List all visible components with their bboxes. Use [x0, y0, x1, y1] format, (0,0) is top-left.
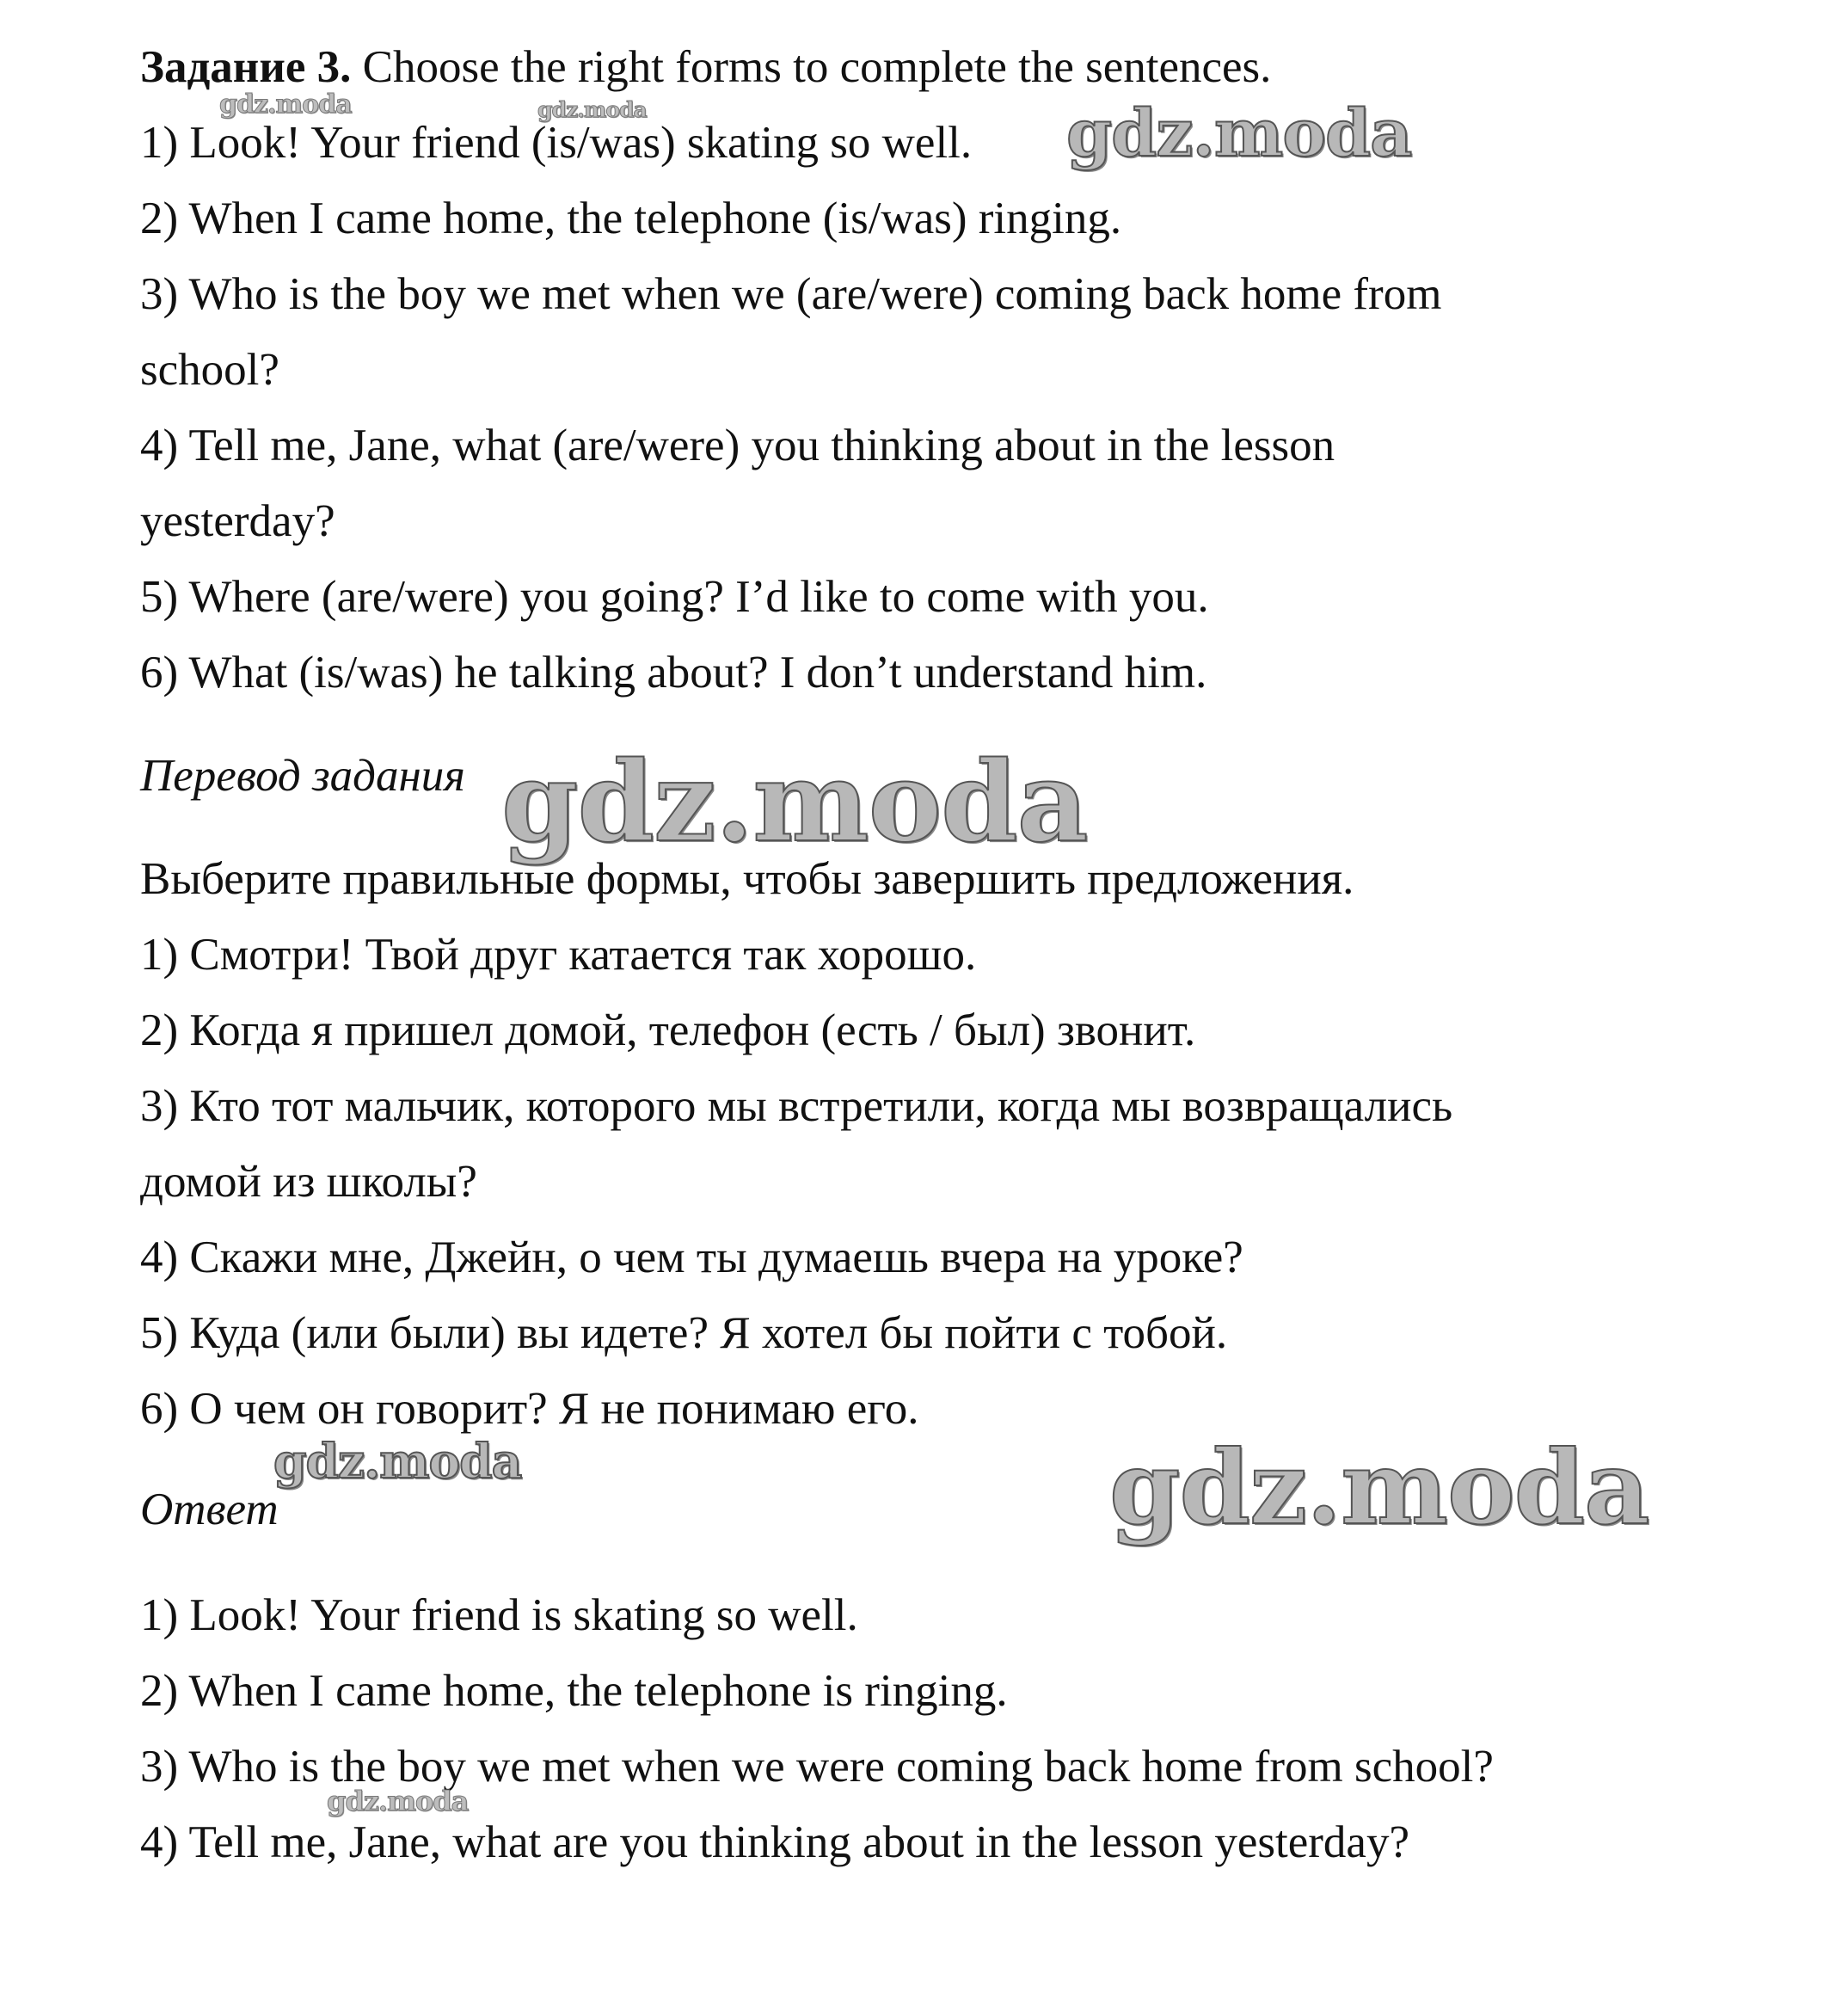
translation-sentence: 2) Когда я пришел домой, телефон (есть / был) звонит. [140, 1005, 1196, 1055]
translation-sentence: 6) О чем он говорит? Я не понимаю его. [140, 1384, 919, 1434]
watermark: gdz.moda [219, 89, 352, 120]
watermark: gdz.moda [327, 1785, 469, 1817]
translation-sentence: 1) Смотри! Твой друг катается так хорошо. [140, 930, 977, 980]
task-sentence: 4) Tell me, Jane, what (are/were) you thinking about in the lesson [140, 421, 1335, 470]
translation-sentence: 5) Куда (или были) вы идете? Я хотел бы пойти с тобой. [140, 1308, 1228, 1358]
watermark: gdz.moda [501, 738, 1088, 867]
watermark: gdz.moda [1109, 1428, 1649, 1547]
translation-sentence: 3) Кто тот мальчик, которого мы встретили, когда мы возвращались [140, 1081, 1453, 1131]
task-label: Задание 3. [140, 42, 352, 92]
task-sentence: yesterday? [140, 496, 335, 546]
translation-sentence: домой из школы? [140, 1157, 477, 1207]
task-sentence: 5) Where (are/were) you going? I’d like to come with you. [140, 572, 1209, 622]
watermark: gdz.moda [537, 97, 647, 122]
task-sentence: school? [140, 345, 279, 395]
task-sentence: 1) Look! Your friend (is/was) skating so well. [140, 118, 973, 168]
task-sentence: 6) What (is/was) he talking about? I don’t understand him. [140, 648, 1207, 698]
task-heading [140, 41, 1271, 93]
task-instruction: Choose the right forms to complete the sentences. [362, 42, 1272, 92]
answer-sentence: 1) Look! Your friend is skating so well. [140, 1590, 858, 1640]
translation-sentence: 4) Скажи мне, Джейн, о чем ты думаешь вчера на уроке? [140, 1233, 1243, 1282]
translation-heading: Перевод задания [140, 751, 465, 801]
answer-sentence: 3) Who is the boy we met when we were coming back home from school? [140, 1742, 1494, 1792]
answer-sentence: 2) When I came home, the telephone is ringing. [140, 1666, 1008, 1716]
translation-instruction: Выберите правильные формы, чтобы завершить предложения. [140, 854, 1354, 904]
watermark: gdz.moda [273, 1433, 522, 1489]
task-sentence: 2) When I came home, the telephone (is/was) ringing. [140, 194, 1122, 243]
answer-sentence: 4) Tell me, Jane, what are you thinking about in the lesson yesterday? [140, 1817, 1409, 1867]
watermark: gdz.moda [1066, 95, 1412, 171]
task-sentence: 3) Who is the boy we met when we (are/were) coming back home from [140, 269, 1442, 319]
answer-heading: Ответ [140, 1485, 279, 1534]
